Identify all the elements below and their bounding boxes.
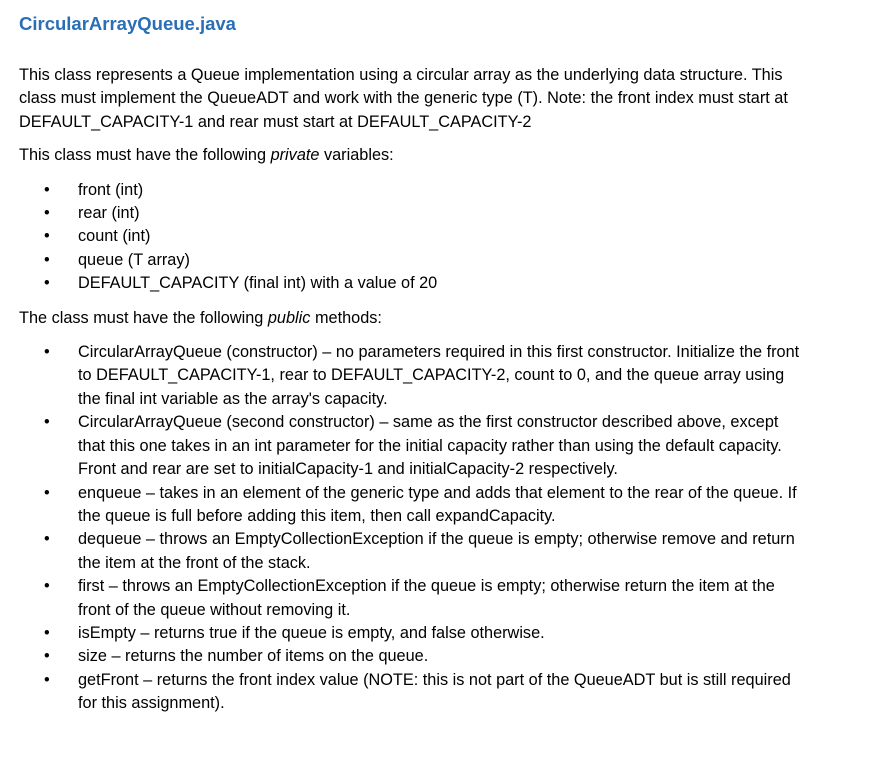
variable-item: • DEFAULT_CAPACITY (final int) with a value of 20 bbox=[19, 272, 859, 295]
variables-tail-text: variables: bbox=[319, 146, 394, 165]
method-item: • CircularArrayQueue (second constructor) – same as the first constructor described above, except that this one takes in an int parameter for the initial capacity rather than using the default capacity. Front and rear are set to initialCapacity-1 and initialCapacity-2 respectively. bbox=[19, 411, 808, 481]
variables-lead-text: This class must have the following bbox=[19, 146, 271, 165]
method-item: • first – throws an EmptyCollectionException if the queue is empty; otherwise return the item at the front of the queue without removing it. bbox=[19, 575, 808, 622]
document-title: CircularArrayQueue.java bbox=[19, 13, 236, 34]
variables-heading bbox=[19, 144, 859, 167]
methods-tail-text: methods: bbox=[310, 308, 382, 327]
method-item: • getFront – returns the front index value (NOTE: this is not part of the QueueADT but is still required for this assignment). bbox=[19, 669, 808, 716]
method-item: • CircularArrayQueue (constructor) – no parameters required in this first constructor. Initialize the front to DEFAULT_CAPACITY-1, rear to DEFAULT_CAPACITY-2, count to 0, and the queue array using the final int variable as the array's capacity. bbox=[19, 341, 808, 411]
method-item: • size – returns the number of items on the queue. bbox=[19, 645, 808, 668]
variables-emphasis-text: private bbox=[270, 146, 320, 165]
methods-emphasis-text: public bbox=[267, 308, 311, 327]
variable-item: • count (int) bbox=[19, 225, 859, 248]
variables-list bbox=[19, 179, 859, 296]
intro-paragraph: This class represents a Queue implementation using a circular array as the underlying data structure. This class must implement the QueueADT and work with the generic type (T). Note: the front index must start at DEFAULT_CAPACITY-1 and rear must start at DEFAULT_CAPACITY-2 bbox=[19, 66, 788, 131]
method-item: • dequeue – throws an EmptyCollectionException if the queue is empty; otherwise remove and return the item at the front of the stack. bbox=[19, 528, 808, 575]
variable-item: • rear (int) bbox=[19, 202, 859, 225]
method-item: • enqueue – takes in an element of the generic type and adds that element to the rear of the queue. If the queue is full before adding this item, then call expandCapacity. bbox=[19, 482, 808, 529]
methods-heading bbox=[19, 307, 859, 330]
variable-item: • front (int) bbox=[19, 179, 859, 202]
methods-list bbox=[19, 341, 859, 716]
methods-lead-text: The class must have the following bbox=[19, 308, 268, 327]
variable-item: • queue (T array) bbox=[19, 249, 859, 272]
method-item: • isEmpty – returns true if the queue is empty, and false otherwise. bbox=[19, 622, 808, 645]
